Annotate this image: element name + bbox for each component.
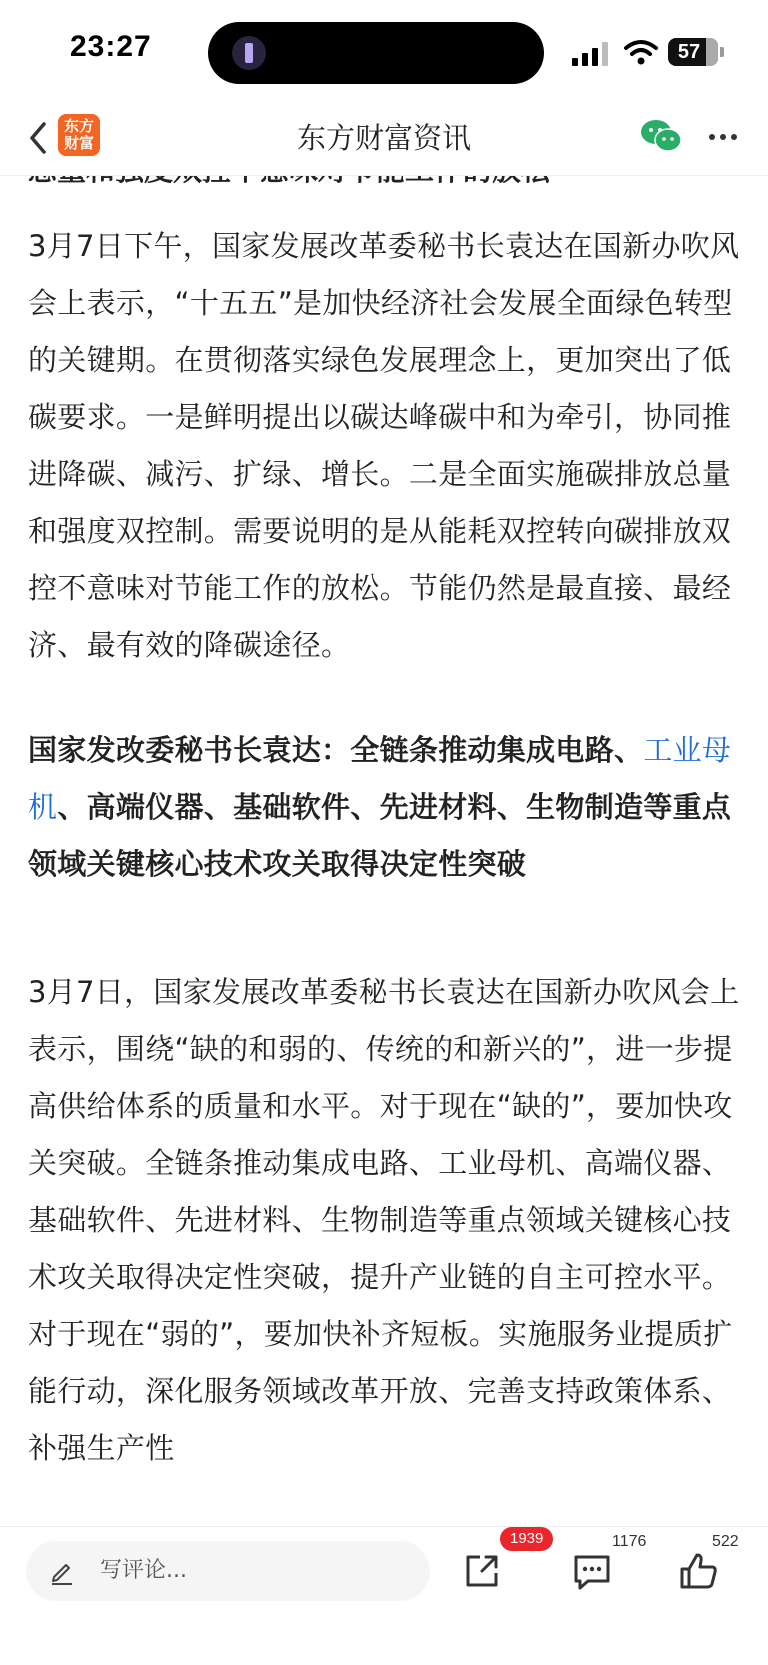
flashlight-icon xyxy=(232,36,266,70)
like-count: 522 xyxy=(712,1533,739,1550)
article-paragraph-2: 3月7日，国家发展改革委秘书长袁达在国新办吹风会上表示，围绕“缺的和弱的、传统的和新兴的”，进一步提高供给体系的质量和水平。对于现在“缺的”，要加快攻关突破。全链条推动集成电路、工业母机、高端仪器、基础软件、先进材料、生物制造等重点领域关键核心技术攻关取得决定性突破，提升产业链的自主可控水平。对于现在“弱的”，要加快补齐短板。实施服务业提质扩能行动，深化服务领域改革开放、完善支持政策体系、补强生产性 xyxy=(28,975,740,1465)
heading-text-start: 国家发改委秘书长袁达：全链条推动集成电路、 xyxy=(28,733,644,767)
dynamic-island xyxy=(208,22,544,84)
comment-placeholder: 写评论... xyxy=(100,1558,187,1583)
article-paragraph-1: 3月7日下午，国家发展改革委秘书长袁达在国新办吹风会上表示，“十五五”是加快经济社会发展全面绿色转型的关键期。在贯彻落实绿色发展理念上，更加突出了低碳要求。一是鲜明提出以碳达峰碳中和为牵引，协同推进降碳、减污、扩绿、增长。二是全面实施碳排放总量和强度双控制。需要说明的是从能耗双控转向碳排放双控不意味对节能工作的放松。节能仍然是最直接、最经济、最有效的降碳途径。 xyxy=(28,229,740,662)
pencil-icon xyxy=(48,1557,76,1585)
comment-count: 1176 xyxy=(612,1533,647,1550)
share-count-badge: 1939 xyxy=(500,1527,553,1551)
heading-text-end: 、高端仪器、基础软件、先进材料、生物制造等重点领域关键核心技术攻关取得决定性突破 xyxy=(28,790,732,881)
battery-level: 57 xyxy=(677,41,701,63)
comment-input[interactable] xyxy=(26,1541,430,1601)
cellular-signal-icon xyxy=(572,42,614,66)
logo-text-line2: 财富 xyxy=(63,134,94,152)
eastmoney-logo xyxy=(58,114,100,156)
status-time: 23:27 xyxy=(70,30,152,63)
comment-icon[interactable] xyxy=(568,1547,616,1595)
section-heading xyxy=(28,722,746,893)
battery-indicator xyxy=(668,38,724,66)
share-icon[interactable] xyxy=(458,1547,506,1595)
stock-link-gongye-muji[interactable]: 工业母机 xyxy=(28,733,732,824)
logo-text-line1: 东方 xyxy=(63,117,94,135)
status-bar xyxy=(0,0,768,100)
page-title: 东方财富资讯 xyxy=(296,121,471,155)
more-options-icon[interactable] xyxy=(706,122,740,152)
wechat-share-icon[interactable] xyxy=(640,118,682,154)
thumbs-up-icon[interactable] xyxy=(674,1547,722,1595)
wifi-icon xyxy=(624,38,658,66)
back-icon[interactable] xyxy=(24,118,54,158)
nav-bar xyxy=(0,100,768,176)
article-body xyxy=(0,176,768,1526)
bottom-action-bar xyxy=(0,1526,768,1665)
